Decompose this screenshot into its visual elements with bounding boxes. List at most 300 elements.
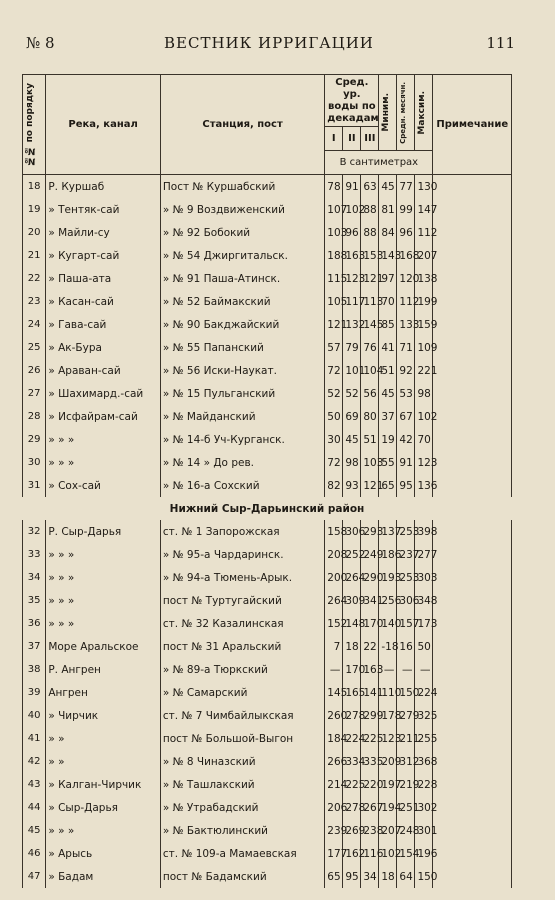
note-cell bbox=[433, 198, 512, 221]
avg-level: 306 bbox=[397, 589, 415, 612]
max-level: 368 bbox=[415, 750, 433, 773]
row-number: 34 bbox=[23, 566, 46, 589]
min-level: 81 bbox=[379, 198, 397, 221]
avg-level: 253 bbox=[397, 520, 415, 543]
decade-1-level: 72 bbox=[325, 451, 343, 474]
decade-1-level: 7 bbox=[325, 635, 343, 658]
note-cell bbox=[433, 681, 512, 704]
river-name: » » » bbox=[46, 819, 161, 842]
decade-2-level: 96 bbox=[343, 221, 361, 244]
max-level: 130 bbox=[415, 175, 433, 199]
avg-level: 64 bbox=[397, 865, 415, 888]
station-name: » № Ташлакский bbox=[160, 773, 324, 796]
max-level: 150 bbox=[415, 865, 433, 888]
avg-level: — bbox=[397, 658, 415, 681]
avg-level: 251 bbox=[397, 796, 415, 819]
station-name: » № 89-а Тюркский bbox=[160, 658, 324, 681]
min-level: 19 bbox=[379, 428, 397, 451]
decade-3-level: 238 bbox=[361, 819, 379, 842]
station-name: » № 94-а Тюмень-Арык. bbox=[160, 566, 324, 589]
row-number: 38 bbox=[23, 658, 46, 681]
row-number: 21 bbox=[23, 244, 46, 267]
note-cell bbox=[433, 244, 512, 267]
note-cell bbox=[433, 566, 512, 589]
row-number: 33 bbox=[23, 543, 46, 566]
river-name: » Паша-ата bbox=[46, 267, 161, 290]
note-cell bbox=[433, 382, 512, 405]
table-row bbox=[23, 635, 512, 658]
station-name: » № 56 Иски-Наукат. bbox=[160, 359, 324, 382]
decade-2-level: 264 bbox=[343, 566, 361, 589]
river-name: » » » bbox=[46, 543, 161, 566]
table-row bbox=[23, 451, 512, 474]
table-row bbox=[23, 267, 512, 290]
decade-1-level: 200 bbox=[325, 566, 343, 589]
decade-1-level: 206 bbox=[325, 796, 343, 819]
river-name: Море Аральское bbox=[46, 635, 161, 658]
decade-3-level: 290 bbox=[361, 566, 379, 589]
table-row bbox=[23, 474, 512, 497]
station-name: Пост № Куршабский bbox=[160, 175, 324, 199]
station-name: » № 91 Паша-Атинск. bbox=[160, 267, 324, 290]
station-name: » № 95-а Чардаринск. bbox=[160, 543, 324, 566]
note-cell bbox=[433, 842, 512, 865]
row-number: 41 bbox=[23, 727, 46, 750]
station-name: » № 54 Джиргитальск. bbox=[160, 244, 324, 267]
decade-3-level: 88 bbox=[361, 221, 379, 244]
decade-1-level: 72 bbox=[325, 359, 343, 382]
note-cell bbox=[433, 290, 512, 313]
avg-level: 120 bbox=[397, 267, 415, 290]
station-name: ст. № 7 Чимбайлыкская bbox=[160, 704, 324, 727]
max-level: 302 bbox=[415, 796, 433, 819]
station-name: » № 55 Папанский bbox=[160, 336, 324, 359]
avg-level: 99 bbox=[397, 198, 415, 221]
min-level: 55 bbox=[379, 451, 397, 474]
row-number: 46 bbox=[23, 842, 46, 865]
note-cell bbox=[433, 175, 512, 199]
max-level: 112 bbox=[415, 221, 433, 244]
min-level: 209 bbox=[379, 750, 397, 773]
station-name: » № 16-а Сохский bbox=[160, 474, 324, 497]
avg-level: 237 bbox=[397, 543, 415, 566]
decade-1-level: 50 bbox=[325, 405, 343, 428]
avg-level: 96 bbox=[397, 221, 415, 244]
water-level-table bbox=[22, 74, 512, 888]
river-name: » » » bbox=[46, 612, 161, 635]
note-cell bbox=[433, 405, 512, 428]
decade-1-level: 152 bbox=[325, 612, 343, 635]
avg-level: 16 bbox=[397, 635, 415, 658]
min-level: 102 bbox=[379, 842, 397, 865]
decade-2-level: 98 bbox=[343, 451, 361, 474]
river-name: » Арысь bbox=[46, 842, 161, 865]
station-name: » № 8 Чиназский bbox=[160, 750, 324, 773]
decade-3-level: 63 bbox=[361, 175, 379, 199]
river-name: » » » bbox=[46, 566, 161, 589]
decade-1-level: 260 bbox=[325, 704, 343, 727]
decade-3-level: 56 bbox=[361, 382, 379, 405]
decade-1-level: 57 bbox=[325, 336, 343, 359]
avg-level: 157 bbox=[397, 612, 415, 635]
decade-1-level: 107 bbox=[325, 198, 343, 221]
river-name: Р. Сыр-Дарья bbox=[46, 520, 161, 543]
river-name: » Калган-Чирчик bbox=[46, 773, 161, 796]
decade-1-level: 82 bbox=[325, 474, 343, 497]
decade-3-level: 163 bbox=[361, 658, 379, 681]
table-row bbox=[23, 543, 512, 566]
station-name: » № 14-б Уч-Курганск. bbox=[160, 428, 324, 451]
table-row bbox=[23, 589, 512, 612]
min-level: 123 bbox=[379, 727, 397, 750]
note-cell bbox=[433, 589, 512, 612]
decade-2-level: 52 bbox=[343, 382, 361, 405]
river-name: » » » bbox=[46, 428, 161, 451]
decade-1-level: 264 bbox=[325, 589, 343, 612]
row-number: 28 bbox=[23, 405, 46, 428]
min-level: 178 bbox=[379, 704, 397, 727]
river-name: » Ак-Бура bbox=[46, 336, 161, 359]
row-number: 42 bbox=[23, 750, 46, 773]
table-row bbox=[23, 658, 512, 681]
col-river-header: Река, канал bbox=[46, 75, 161, 175]
station-name: ст. № 32 Казалинская bbox=[160, 612, 324, 635]
row-number: 29 bbox=[23, 428, 46, 451]
table-row bbox=[23, 566, 512, 589]
note-cell bbox=[433, 704, 512, 727]
table-row bbox=[23, 773, 512, 796]
decade-2-level: 79 bbox=[343, 336, 361, 359]
avg-level: 154 bbox=[397, 842, 415, 865]
note-cell bbox=[433, 750, 512, 773]
decade-2-level: 269 bbox=[343, 819, 361, 842]
min-level: 65 bbox=[379, 474, 397, 497]
row-number: 24 bbox=[23, 313, 46, 336]
decade-2-level: 117 bbox=[343, 290, 361, 313]
station-name: » № 15 Пульганский bbox=[160, 382, 324, 405]
avg-level: 42 bbox=[397, 428, 415, 451]
col-avg-group-header: Сред. ур. воды по декадам bbox=[325, 75, 379, 127]
river-name: » » bbox=[46, 750, 161, 773]
decade-2-level: 123 bbox=[343, 267, 361, 290]
max-level: 301 bbox=[415, 819, 433, 842]
river-name: Р. Куршаб bbox=[46, 175, 161, 199]
table-row bbox=[23, 681, 512, 704]
river-name: » Кугарт-сай bbox=[46, 244, 161, 267]
min-level: 207 bbox=[379, 819, 397, 842]
table-row bbox=[23, 612, 512, 635]
min-level: 140 bbox=[379, 612, 397, 635]
row-number: 36 bbox=[23, 612, 46, 635]
decade-1-level: 239 bbox=[325, 819, 343, 842]
avg-level: 95 bbox=[397, 474, 415, 497]
min-level: 97 bbox=[379, 267, 397, 290]
max-level: 70 bbox=[415, 428, 433, 451]
decade-1-level: 208 bbox=[325, 543, 343, 566]
min-level: 18 bbox=[379, 865, 397, 888]
decade-2-level: 309 bbox=[343, 589, 361, 612]
decade-3-level: 141 bbox=[361, 681, 379, 704]
river-name: » » » bbox=[46, 451, 161, 474]
decade-1-level: 65 bbox=[325, 865, 343, 888]
decade-3-level: 121 bbox=[361, 267, 379, 290]
max-level: — bbox=[415, 658, 433, 681]
station-name: ст. № 1 Запорожская bbox=[160, 520, 324, 543]
decade-1-level: 266 bbox=[325, 750, 343, 773]
max-level: 102 bbox=[415, 405, 433, 428]
min-level: 137 bbox=[379, 520, 397, 543]
decade-1-level: 184 bbox=[325, 727, 343, 750]
station-name: ст. № 109-а Мамаевская bbox=[160, 842, 324, 865]
decade-2-level: 162 bbox=[343, 842, 361, 865]
units-header: В сантиметрах bbox=[325, 151, 433, 175]
row-number: 44 bbox=[23, 796, 46, 819]
decade-1-level: 158 bbox=[325, 520, 343, 543]
max-level: 348 bbox=[415, 589, 433, 612]
decade-2-level: 18 bbox=[343, 635, 361, 658]
note-cell bbox=[433, 796, 512, 819]
decade-3-level: 121 bbox=[361, 474, 379, 497]
table-row bbox=[23, 359, 512, 382]
decade-1-level: 121 bbox=[325, 313, 343, 336]
table-row bbox=[23, 704, 512, 727]
row-number: 26 bbox=[23, 359, 46, 382]
decade-1-level: — bbox=[325, 658, 343, 681]
decade-3-level: 220 bbox=[361, 773, 379, 796]
note-cell bbox=[433, 520, 512, 543]
station-name: » № 52 Баймакский bbox=[160, 290, 324, 313]
decade-3-level: 113 bbox=[361, 290, 379, 313]
river-name: » Шахимард.-сай bbox=[46, 382, 161, 405]
col-dec1-header: I bbox=[325, 127, 343, 151]
min-level: 110 bbox=[379, 681, 397, 704]
row-number: 43 bbox=[23, 773, 46, 796]
note-cell bbox=[433, 336, 512, 359]
note-cell bbox=[433, 612, 512, 635]
avg-level: 248 bbox=[397, 819, 415, 842]
river-name: Ангрен bbox=[46, 681, 161, 704]
decade-2-level: 278 bbox=[343, 796, 361, 819]
decade-3-level: 153 bbox=[361, 244, 379, 267]
river-name: » Тентяк-сай bbox=[46, 198, 161, 221]
max-level: 325 bbox=[415, 704, 433, 727]
river-name: » Майли-су bbox=[46, 221, 161, 244]
max-level: 277 bbox=[415, 543, 433, 566]
col-num-header: №№ по порядку bbox=[23, 75, 46, 175]
river-name: » Гава-сай bbox=[46, 313, 161, 336]
decade-3-level: 88 bbox=[361, 198, 379, 221]
decade-3-level: 293 bbox=[361, 520, 379, 543]
decade-3-level: 22 bbox=[361, 635, 379, 658]
table-row bbox=[23, 290, 512, 313]
col-station-header: Станция, пост bbox=[160, 75, 324, 175]
avg-level: 71 bbox=[397, 336, 415, 359]
avg-level: 133 bbox=[397, 313, 415, 336]
note-cell bbox=[433, 267, 512, 290]
station-name: пост № 31 Аральский bbox=[160, 635, 324, 658]
decade-1-level: 78 bbox=[325, 175, 343, 199]
decade-2-level: 102 bbox=[343, 198, 361, 221]
row-number: 35 bbox=[23, 589, 46, 612]
table-body-lower bbox=[23, 520, 512, 888]
row-number: 23 bbox=[23, 290, 46, 313]
decade-2-level: 163 bbox=[343, 244, 361, 267]
col-dec2-header: II bbox=[343, 127, 361, 151]
decade-1-level: 214 bbox=[325, 773, 343, 796]
decade-3-level: 145 bbox=[361, 313, 379, 336]
decade-2-level: 278 bbox=[343, 704, 361, 727]
row-number: 22 bbox=[23, 267, 46, 290]
note-cell bbox=[433, 773, 512, 796]
max-level: 109 bbox=[415, 336, 433, 359]
river-name: » Сыр-Дарья bbox=[46, 796, 161, 819]
min-level: 143 bbox=[379, 244, 397, 267]
note-cell bbox=[433, 313, 512, 336]
min-level: -18 bbox=[379, 635, 397, 658]
decade-3-level: 249 bbox=[361, 543, 379, 566]
row-number: 45 bbox=[23, 819, 46, 842]
table-row bbox=[23, 198, 512, 221]
row-number: 25 bbox=[23, 336, 46, 359]
note-cell bbox=[433, 543, 512, 566]
max-level: 398 bbox=[415, 520, 433, 543]
table-row bbox=[23, 865, 512, 888]
row-number: 27 bbox=[23, 382, 46, 405]
avg-level: 219 bbox=[397, 773, 415, 796]
river-name: » » » bbox=[46, 589, 161, 612]
page-header bbox=[26, 30, 515, 56]
decade-2-level: 91 bbox=[343, 175, 361, 199]
table-row bbox=[23, 796, 512, 819]
note-cell bbox=[433, 428, 512, 451]
section-heading-body bbox=[23, 497, 512, 520]
row-number: 30 bbox=[23, 451, 46, 474]
station-name: » № Утрабадский bbox=[160, 796, 324, 819]
decade-2-level: 224 bbox=[343, 727, 361, 750]
river-name: » » bbox=[46, 727, 161, 750]
table-row bbox=[23, 221, 512, 244]
decade-2-level: 306 bbox=[343, 520, 361, 543]
row-number: 20 bbox=[23, 221, 46, 244]
decade-2-level: 170 bbox=[343, 658, 361, 681]
avg-level: 279 bbox=[397, 704, 415, 727]
avg-level: 211 bbox=[397, 727, 415, 750]
station-name: пост № Туртугайский bbox=[160, 589, 324, 612]
min-level: 70 bbox=[379, 290, 397, 313]
table-row bbox=[23, 819, 512, 842]
decade-2-level: 334 bbox=[343, 750, 361, 773]
avg-level: 312 bbox=[397, 750, 415, 773]
min-level: 37 bbox=[379, 405, 397, 428]
table-row bbox=[23, 336, 512, 359]
min-level: 194 bbox=[379, 796, 397, 819]
table-row bbox=[23, 520, 512, 543]
table-row bbox=[23, 750, 512, 773]
min-level: 193 bbox=[379, 566, 397, 589]
max-level: 50 bbox=[415, 635, 433, 658]
avg-level: 168 bbox=[397, 244, 415, 267]
decade-3-level: 51 bbox=[361, 428, 379, 451]
max-level: 207 bbox=[415, 244, 433, 267]
max-level: 303 bbox=[415, 566, 433, 589]
station-name: пост № Большой-Выгон bbox=[160, 727, 324, 750]
decade-2-level: 95 bbox=[343, 865, 361, 888]
decade-3-level: 34 bbox=[361, 865, 379, 888]
decade-1-level: 177 bbox=[325, 842, 343, 865]
note-cell bbox=[433, 819, 512, 842]
decade-2-level: 45 bbox=[343, 428, 361, 451]
row-number: 47 bbox=[23, 865, 46, 888]
avg-level: 53 bbox=[397, 382, 415, 405]
decade-1-level: 188 bbox=[325, 244, 343, 267]
table-body-upper bbox=[23, 175, 512, 498]
section-title: Нижний Сыр-Дарьинский район bbox=[169, 502, 365, 515]
station-name: пост № Бадамский bbox=[160, 865, 324, 888]
station-name: » № 92 Бобокий bbox=[160, 221, 324, 244]
table-row bbox=[23, 842, 512, 865]
decade-2-level: 93 bbox=[343, 474, 361, 497]
page-number: 111 bbox=[486, 34, 515, 52]
table-row bbox=[23, 382, 512, 405]
row-number: 39 bbox=[23, 681, 46, 704]
note-cell bbox=[433, 635, 512, 658]
journal-title: ВЕСТНИК ИРРИГАЦИИ bbox=[164, 34, 374, 52]
max-level: 228 bbox=[415, 773, 433, 796]
max-level: 98 bbox=[415, 382, 433, 405]
station-name: » № 90 Бакджайский bbox=[160, 313, 324, 336]
avg-level: 150 bbox=[397, 681, 415, 704]
decade-1-level: 52 bbox=[325, 382, 343, 405]
decade-1-level: 145 bbox=[325, 681, 343, 704]
col-dec3-header: III bbox=[361, 127, 379, 151]
station-name: » № Самарский bbox=[160, 681, 324, 704]
avg-level: 91 bbox=[397, 451, 415, 474]
decade-1-level: 105 bbox=[325, 290, 343, 313]
max-level: 221 bbox=[415, 359, 433, 382]
table-row bbox=[23, 175, 512, 199]
avg-level: 112 bbox=[397, 290, 415, 313]
decade-1-level: 103 bbox=[325, 221, 343, 244]
decade-3-level: 225 bbox=[361, 727, 379, 750]
row-number: 31 bbox=[23, 474, 46, 497]
max-level: 136 bbox=[415, 474, 433, 497]
row-number: 37 bbox=[23, 635, 46, 658]
avg-level: 92 bbox=[397, 359, 415, 382]
min-level: 41 bbox=[379, 336, 397, 359]
decade-2-level: 101 bbox=[343, 359, 361, 382]
river-name: » Исфайрам-сай bbox=[46, 405, 161, 428]
min-level: 51 bbox=[379, 359, 397, 382]
min-level: 45 bbox=[379, 175, 397, 199]
min-level: — bbox=[379, 658, 397, 681]
row-number: 18 bbox=[23, 175, 46, 199]
min-level: 45 bbox=[379, 382, 397, 405]
decade-2-level: 148 bbox=[343, 612, 361, 635]
river-name: » Касан-сай bbox=[46, 290, 161, 313]
min-level: 197 bbox=[379, 773, 397, 796]
decade-3-level: 170 bbox=[361, 612, 379, 635]
max-level: 147 bbox=[415, 198, 433, 221]
decade-3-level: 76 bbox=[361, 336, 379, 359]
issue-number: № 8 bbox=[26, 34, 55, 52]
avg-level: 253 bbox=[397, 566, 415, 589]
decade-1-level: 30 bbox=[325, 428, 343, 451]
station-name: » № 14 » До рев. bbox=[160, 451, 324, 474]
row-number: 40 bbox=[23, 704, 46, 727]
decade-3-level: 341 bbox=[361, 589, 379, 612]
max-level: 224 bbox=[415, 681, 433, 704]
decade-3-level: 116 bbox=[361, 842, 379, 865]
